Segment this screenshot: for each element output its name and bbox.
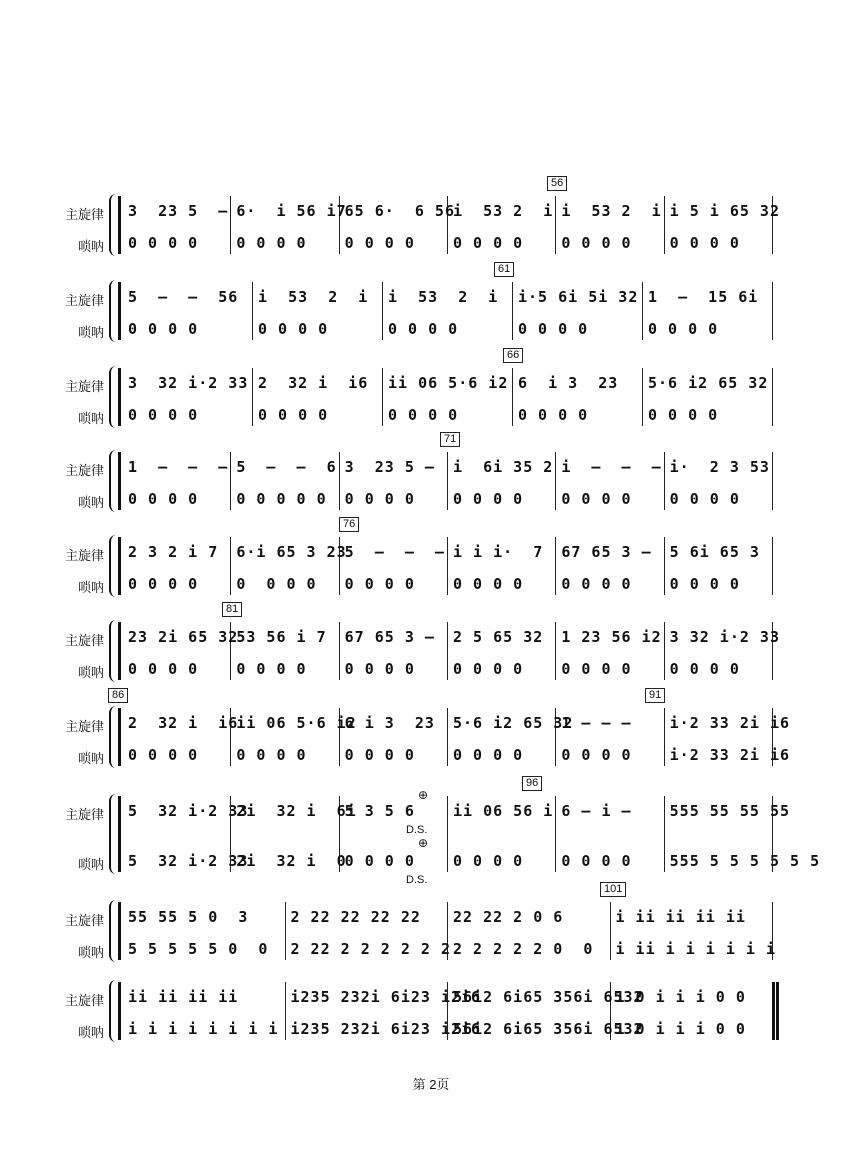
- suona-measure: 0 0 0 0: [388, 406, 459, 424]
- melody-measure: 65 6· 6 56: [344, 202, 455, 220]
- part-label-suona: 唢呐: [77, 857, 104, 872]
- melody-measure: 3 32 i·2 33: [669, 628, 780, 646]
- coda-sign-icon: ⊕: [418, 836, 429, 850]
- part-label-melody: 主旋律: [64, 379, 104, 394]
- suona-measure: 0 0 0 0: [453, 234, 524, 252]
- melody-measure: i·5 6i 5i 32: [518, 288, 639, 306]
- rehearsal-number: 61: [494, 262, 514, 277]
- suona-measure: 0 0 0 0: [561, 234, 632, 252]
- barline: [252, 368, 253, 426]
- suona-measure: 0 0 0 0: [669, 575, 740, 593]
- score-system: [0, 883, 862, 960]
- suona-measure: 0 0 0 0: [453, 575, 524, 593]
- suona-measure: i235 232i 6i23 i2i6: [290, 1020, 482, 1038]
- final-barline: [776, 982, 779, 1040]
- melody-measure: 5 6i 65 3: [669, 543, 760, 561]
- rehearsal-number: 86: [108, 688, 128, 703]
- rehearsal-number: 96: [522, 776, 542, 791]
- part-label-melody: 主旋律: [64, 807, 104, 822]
- barline: [230, 537, 231, 595]
- melody-measure: 3 32 i·2 33: [128, 374, 249, 392]
- melody-measure: 5·6 i2 65 32: [453, 714, 574, 732]
- part-label-suona: 唢呐: [77, 1025, 104, 1040]
- rehearsal-number: 66: [503, 348, 523, 363]
- suona-measure: 0 0 0 0: [453, 490, 524, 508]
- suona-measure: 0 0 0 0: [258, 320, 329, 338]
- barline: [447, 452, 448, 510]
- melody-measure: 2i 32 i 6i: [236, 802, 357, 820]
- melody-measure: 1 – – –: [128, 458, 229, 476]
- part-label-suona: 唢呐: [77, 665, 104, 680]
- melody-measure: 55 55 5 0 3: [128, 908, 249, 926]
- melody-measure: 67 65 3 –: [344, 628, 435, 646]
- melody-measure: 3 23 5 –: [128, 202, 229, 220]
- barline: [555, 196, 556, 254]
- barline: [642, 368, 643, 426]
- suona-measure: 0 0 0 0: [561, 660, 632, 678]
- barline: [664, 622, 665, 680]
- suona-measure: 0 0 0 0: [388, 320, 459, 338]
- part-label-suona: 唢呐: [77, 751, 104, 766]
- barline: [555, 537, 556, 595]
- suona-measure: 0 0 0 0: [669, 490, 740, 508]
- suona-measure: 0 0 0 0: [453, 660, 524, 678]
- barline: [339, 452, 340, 510]
- barline: [118, 902, 121, 960]
- suona-measure: 0 0 0 0: [453, 852, 524, 870]
- score-system: [0, 603, 862, 688]
- rehearsal-number: 81: [222, 602, 242, 617]
- suona-measure: 2i 32 i 0: [236, 852, 347, 870]
- barline: [555, 796, 556, 872]
- suona-measure: 56i2 6i65 356i 6532: [453, 1020, 644, 1038]
- suona-measure: 5 32 i·2 33: [128, 852, 249, 870]
- melody-measure: 2 32 i i6: [258, 374, 369, 392]
- suona-measure: 555 5 5 5 5 5 5: [669, 852, 821, 870]
- barline: [772, 452, 773, 510]
- melody-measure: 3 23 5 –: [344, 458, 435, 476]
- barline: [118, 537, 121, 595]
- barline: [230, 452, 231, 510]
- melody-measure: i 5 i 65 32: [669, 202, 780, 220]
- barline: [339, 622, 340, 680]
- suona-measure: 0 0 0 0: [669, 234, 740, 252]
- part-label-melody: 主旋律: [64, 993, 104, 1008]
- melody-measure: ii ii ii ii: [128, 988, 239, 1006]
- melody-measure: 6 i 3 23: [344, 714, 435, 732]
- part-label-melody: 主旋律: [64, 913, 104, 928]
- barline: [118, 708, 121, 766]
- suona-measure: 0 0 0 0: [128, 490, 199, 508]
- suona-measure: 2 22 2 2 2 2 2 2: [290, 940, 451, 958]
- part-label-suona: 唢呐: [77, 411, 104, 426]
- melody-measure: i235 232i 6i23 i2i6: [290, 988, 482, 1006]
- final-barline: [772, 982, 775, 1040]
- melody-measure: 6 – i –: [561, 802, 632, 820]
- barline: [555, 622, 556, 680]
- melody-measure: i 53 2 i: [388, 288, 499, 306]
- suona-measure: 0 0 0 0: [518, 406, 589, 424]
- barline: [664, 796, 665, 872]
- barline: [118, 622, 121, 680]
- part-label-suona: 唢呐: [77, 495, 104, 510]
- melody-measure: 56i2 6i65 356i 6532: [453, 988, 644, 1006]
- part-label-melody: 主旋律: [64, 548, 104, 563]
- melody-measure: 6· i 56 i7: [236, 202, 347, 220]
- suona-measure: 2 2 2 2 2 0 0: [453, 940, 594, 958]
- barline: [285, 902, 286, 960]
- melody-measure: ii 06 56 i: [453, 802, 554, 820]
- melody-measure: 2 5 65 32: [453, 628, 544, 646]
- part-label-melody: 主旋律: [64, 719, 104, 734]
- melody-measure: 6 i 3 23: [518, 374, 619, 392]
- suona-measure: 0 0 0 0: [128, 660, 199, 678]
- melody-measure: 1 0 i i i 0 0: [615, 988, 746, 1006]
- score-system: [0, 349, 862, 434]
- melody-measure: i – – –: [561, 458, 662, 476]
- melody-measure: 2 32 i i6: [128, 714, 239, 732]
- suona-measure: 0 0 0 0: [344, 490, 415, 508]
- melody-measure: 5 3 5 6: [344, 802, 415, 820]
- score-system: [0, 968, 862, 1048]
- barline: [772, 368, 773, 426]
- part-label-suona: 唢呐: [77, 325, 104, 340]
- suona-measure: 0 0 0 0: [453, 746, 524, 764]
- suona-measure: 0 0 0 0: [561, 852, 632, 870]
- rehearsal-number: 56: [547, 176, 567, 191]
- dal-segno-label: D.S.: [406, 874, 428, 886]
- score-system: [0, 777, 862, 888]
- melody-measure: 2 22 22 22 22: [290, 908, 421, 926]
- barline: [118, 982, 121, 1040]
- barline: [664, 196, 665, 254]
- barline: [252, 282, 253, 340]
- barline: [447, 708, 448, 766]
- melody-measure: 555 55 55 55: [669, 802, 791, 820]
- suona-measure: i·2 33 2i i6: [669, 746, 791, 764]
- melody-measure: i 53 2 i: [561, 202, 662, 220]
- melody-measure: i 6i 35 2: [453, 458, 554, 476]
- barline: [118, 368, 121, 426]
- melody-measure: 5 – – –: [344, 543, 445, 561]
- suona-measure: 0 0 0 0: [648, 320, 719, 338]
- suona-measure: 0 0 0 0: [518, 320, 589, 338]
- part-label-melody: 主旋律: [64, 293, 104, 308]
- suona-measure: 5 5 5 5 5 0 0: [128, 940, 269, 958]
- barline: [610, 902, 611, 960]
- part-label-melody: 主旋律: [64, 207, 104, 222]
- suona-measure: 0 0 0 0: [128, 406, 199, 424]
- barline: [772, 537, 773, 595]
- page-number: 第 2页: [412, 1077, 450, 1092]
- rehearsal-number: 91: [645, 688, 665, 703]
- melody-measure: 53 56 i 7: [236, 628, 327, 646]
- melody-measure: 1 23 56 i2: [561, 628, 662, 646]
- barline: [382, 368, 383, 426]
- melody-measure: i 53 2 i: [258, 288, 369, 306]
- barline: [664, 537, 665, 595]
- melody-measure: i ii ii ii ii: [615, 908, 746, 926]
- rehearsal-number: 71: [440, 432, 460, 447]
- suona-measure: 0 0 0 0: [128, 234, 199, 252]
- suona-measure: 1 0 i i i 0 0: [615, 1020, 746, 1038]
- barline: [447, 537, 448, 595]
- suona-measure: 0 0 0 0: [128, 746, 199, 764]
- score-system: [0, 689, 862, 774]
- suona-measure: 0 0 0 0: [344, 575, 415, 593]
- melody-measure: i 53 2 i: [453, 202, 554, 220]
- suona-measure: 0 0 0 0: [344, 746, 415, 764]
- barline: [118, 796, 121, 872]
- part-label-suona: 唢呐: [77, 239, 104, 254]
- suona-measure: 0 0 0 0: [236, 746, 307, 764]
- rehearsal-number: 76: [339, 517, 359, 532]
- suona-measure: 0 0 0 0: [561, 490, 632, 508]
- melody-measure: 2 3 2 i 7: [128, 543, 219, 561]
- barline: [118, 196, 121, 254]
- score-system: [0, 263, 862, 348]
- melody-measure: i·2 33 2i i6: [669, 714, 791, 732]
- suona-measure: 0 0 0 0: [236, 234, 307, 252]
- barline: [512, 368, 513, 426]
- barline: [555, 452, 556, 510]
- melody-measure: 5 – – 56: [128, 288, 239, 306]
- melody-measure: ii 06 5·6 i2: [236, 714, 357, 732]
- suona-measure: 0 0 0 0: [236, 660, 307, 678]
- melody-measure: 1 – – –: [561, 714, 632, 732]
- score-system: [0, 518, 862, 603]
- melody-measure: i i i· 7: [453, 543, 544, 561]
- barline: [285, 982, 286, 1040]
- score-system: [0, 177, 862, 262]
- suona-measure: i i i i i i i i: [128, 1020, 279, 1038]
- suona-measure: 0 0 0 0: [561, 575, 632, 593]
- part-label-suona: 唢呐: [77, 945, 104, 960]
- suona-measure: 0 0 0 0: [128, 320, 199, 338]
- rehearsal-number: 101: [600, 882, 626, 897]
- melody-measure: 5·6 i2 65 32: [648, 374, 769, 392]
- suona-measure: 0 0 0 0: [128, 575, 199, 593]
- coda-sign-icon: ⊕: [418, 788, 429, 802]
- melody-measure: 5 – – 6: [236, 458, 337, 476]
- barline: [772, 282, 773, 340]
- barline: [664, 708, 665, 766]
- suona-measure: 0 0 0 0 0: [236, 490, 327, 508]
- suona-measure: i ii i i i i i i: [615, 940, 776, 958]
- melody-measure: 1 – 15 6i: [648, 288, 759, 306]
- barline: [230, 196, 231, 254]
- melody-measure: 5 32 i·2 33: [128, 802, 249, 820]
- melody-measure: 6·i 65 3 23: [236, 543, 347, 561]
- suona-measure: 0 0 0 0: [258, 406, 329, 424]
- barline: [664, 452, 665, 510]
- suona-measure: 0 0 0 0: [344, 852, 415, 870]
- melody-measure: 23 2i 65 32: [128, 628, 239, 646]
- part-label-melody: 主旋律: [64, 463, 104, 478]
- barline: [447, 622, 448, 680]
- melody-measure: 67 65 3 –: [561, 543, 652, 561]
- suona-measure: 0 0 0 0: [561, 746, 632, 764]
- melody-measure: i· 2 3 53: [669, 458, 770, 476]
- suona-measure: 0 0 0 0: [236, 575, 317, 593]
- barline: [382, 282, 383, 340]
- melody-measure: 22 22 2 0 6: [453, 908, 564, 926]
- melody-measure: ii 06 5·6 i2: [388, 374, 509, 392]
- suona-measure: 0 0 0 0: [344, 234, 415, 252]
- barline: [118, 282, 121, 340]
- barline: [642, 282, 643, 340]
- barline: [118, 452, 121, 510]
- score-system: [0, 433, 862, 518]
- dal-segno-label: D.S.: [406, 824, 428, 836]
- barline: [512, 282, 513, 340]
- part-label-suona: 唢呐: [77, 580, 104, 595]
- suona-measure: 0 0 0 0: [648, 406, 719, 424]
- suona-measure: 0 0 0 0: [669, 660, 740, 678]
- suona-measure: 0 0 0 0: [344, 660, 415, 678]
- barline: [447, 796, 448, 872]
- part-label-melody: 主旋律: [64, 633, 104, 648]
